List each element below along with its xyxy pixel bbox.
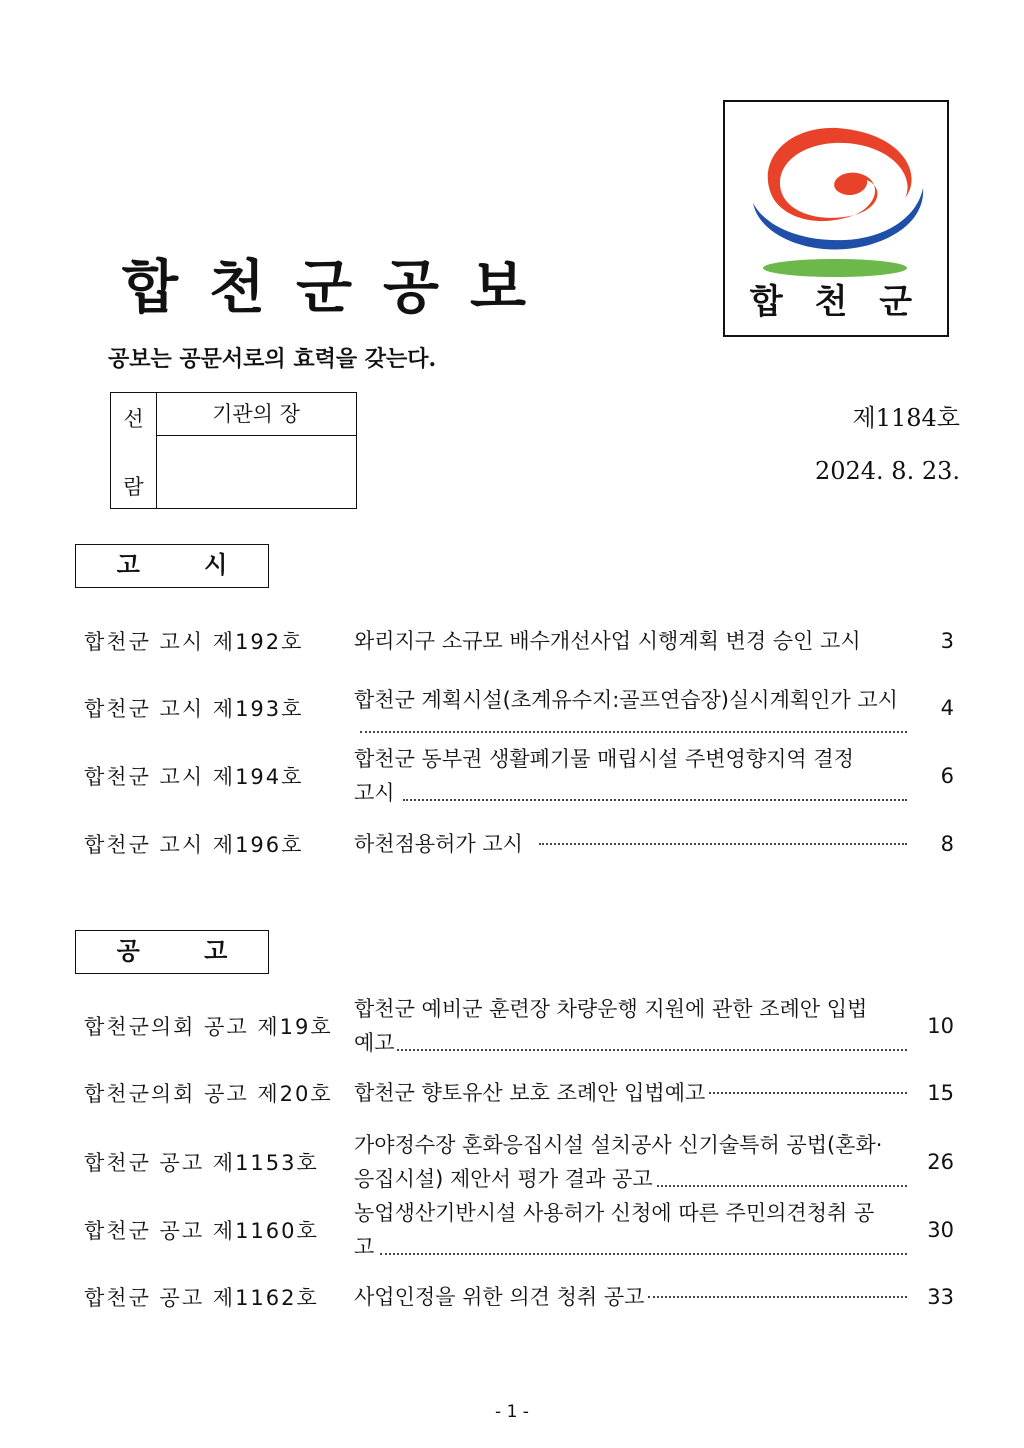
- entry-title-continued: 고시: [354, 781, 395, 805]
- dot-leader: [360, 731, 907, 733]
- entry-description: [354, 1278, 907, 1316]
- entry-title: 합천군 계획시설(초계유수지:골프연습장)실시계획인가 고시: [354, 688, 898, 712]
- entry-title-continued: 예고: [354, 1031, 395, 1055]
- toc-entry[interactable]: [84, 1074, 954, 1112]
- toc-entry[interactable]: [84, 742, 954, 810]
- entry-page: 30: [927, 1218, 954, 1242]
- entry-title: 합천군 예비군 훈련장 차량운행 지원에 관한 조례안 입법: [354, 997, 868, 1021]
- entry-description: [354, 992, 907, 1060]
- page-number: - 1 -: [495, 1402, 529, 1422]
- entry-reference: 합천군 공고 제1162호: [84, 1286, 319, 1310]
- entry-description: [354, 1196, 907, 1264]
- entry-reference: 합천군 고시 제193호: [84, 697, 304, 721]
- entry-reference: 합천군 고시 제194호: [84, 765, 304, 789]
- entry-page: 6: [940, 764, 954, 788]
- entry-title: 농업생산기반시설 사용허가 신청에 따른 주민의견청취 공: [354, 1201, 875, 1225]
- entry-page: 4: [940, 696, 954, 720]
- entry-reference: 합천군 공고 제1160호: [84, 1219, 319, 1243]
- notices-section-label: 고 시: [116, 551, 256, 579]
- gazette-subtitle: 공보는 공문서로의 효력을 갖는다.: [108, 346, 437, 372]
- entry-reference: 합천군의회 공고 제19호: [84, 1015, 333, 1039]
- review-box: [110, 392, 357, 509]
- announcements-section-title: [75, 930, 269, 974]
- entry-page: 33: [927, 1285, 954, 1309]
- announcements-section-label: 공 고: [116, 937, 256, 965]
- dot-leader: [648, 1296, 907, 1298]
- title-char: 합: [122, 253, 179, 321]
- entry-page: 15: [927, 1081, 954, 1105]
- county-logo: [723, 100, 949, 337]
- dot-leader: [380, 1253, 907, 1255]
- review-label-top: 선: [123, 407, 144, 431]
- dot-leader: [539, 843, 907, 845]
- issue-number: 제1184호: [852, 404, 960, 432]
- entry-reference: 합천군 고시 제196호: [84, 833, 304, 857]
- entry-page: 3: [940, 629, 954, 653]
- entry-reference: 합천군 공고 제1153호: [84, 1151, 319, 1175]
- entry-description: [354, 1128, 907, 1196]
- entry-page: 8: [940, 832, 954, 856]
- review-label-bottom: 람: [123, 475, 144, 499]
- dot-leader: [709, 1092, 907, 1094]
- entry-reference: 합천군의회 공고 제20호: [84, 1082, 333, 1106]
- entry-description: [354, 622, 907, 660]
- title-char: 천: [209, 253, 266, 321]
- entry-title: 합천군 향토유산 보호 조례안 입법예고: [354, 1081, 706, 1105]
- title-char: 군: [296, 253, 353, 321]
- entry-title: 사업인정을 위한 의견 청취 공고: [354, 1285, 645, 1309]
- entry-title: 하천점용허가 고시: [354, 832, 523, 856]
- entry-description: [354, 674, 907, 742]
- toc-entry[interactable]: [84, 1128, 954, 1196]
- review-head: 기관의 장: [156, 393, 356, 436]
- dot-leader: [657, 1185, 907, 1187]
- entry-title: 가야정수장 혼화응집시설 설치공사 신기술특허 공법(혼화·: [354, 1133, 883, 1157]
- logo-label: 합 천 군: [749, 282, 923, 322]
- entry-description: [354, 825, 907, 863]
- toc-entry[interactable]: [84, 1278, 954, 1316]
- entry-reference: 합천군 고시 제192호: [84, 630, 304, 654]
- entry-title-continued: 응집시설) 제안서 평가 결과 공고: [354, 1167, 653, 1191]
- title-char: 공: [383, 253, 440, 321]
- toc-entry[interactable]: [84, 825, 954, 863]
- entry-title: 합천군 동부권 생활폐기물 매립시설 주변영향지역 결정: [354, 747, 854, 771]
- toc-entry[interactable]: [84, 1196, 954, 1264]
- issue-date: 2024. 8. 23.: [814, 457, 960, 485]
- toc-entry[interactable]: [84, 992, 954, 1060]
- gazette-title: [122, 240, 557, 324]
- entry-title-continued: 고: [354, 1235, 375, 1259]
- notices-section-title: [75, 544, 269, 588]
- title-char: 보: [470, 253, 527, 321]
- entry-description: [354, 1074, 907, 1112]
- county-emblem-icon: [745, 118, 931, 278]
- dot-leader: [403, 799, 907, 801]
- entry-description: [354, 742, 907, 810]
- entry-page: 10: [927, 1014, 954, 1038]
- entry-title: 와리지구 소규모 배수개선사업 시행계획 변경 승인 고시: [354, 629, 861, 653]
- toc-entry[interactable]: [84, 674, 954, 742]
- entry-page: 26: [927, 1150, 954, 1174]
- toc-entry[interactable]: [84, 622, 954, 660]
- dot-leader: [397, 1049, 907, 1051]
